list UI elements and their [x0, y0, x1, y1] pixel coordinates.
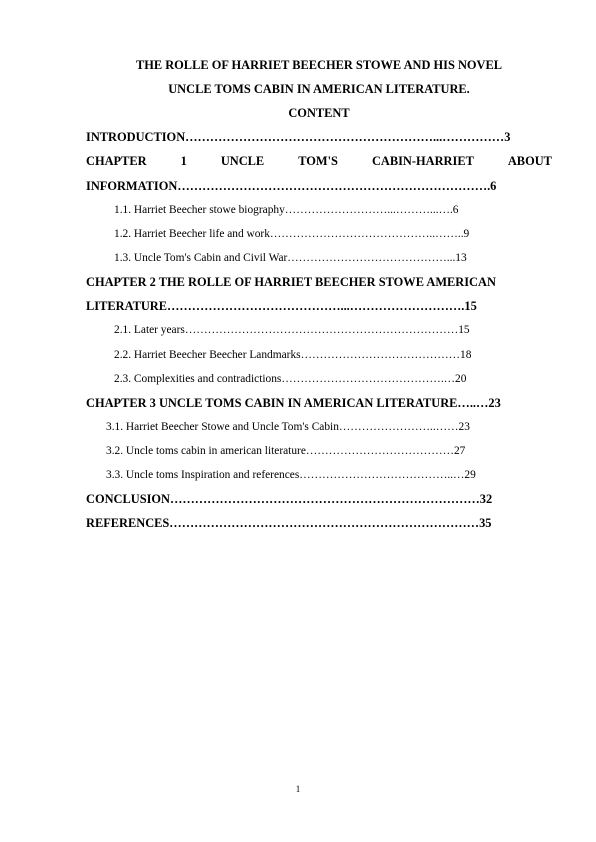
chapter-1-word: 1	[180, 154, 187, 168]
toc-entry-section-1-3[interactable]: 1.3. Uncle Tom's Cabin and Civil War……………………………………...13	[114, 252, 467, 264]
toc-entry-section-3-2[interactable]: 3.2. Uncle toms cabin in american literature…………………………………27	[106, 445, 466, 457]
toc-entry-section-3-3[interactable]: 3.3. Uncle toms Inspiration and references…………………………………..…29	[106, 469, 476, 481]
content-heading: CONTENT	[288, 106, 350, 120]
toc-entry-section-1-1[interactable]: 1.1. Harriet Beecher stowe biography………………………...………...….6	[114, 204, 459, 216]
toc-entry-references[interactable]: REFERENCES…………………………………………………………………35	[86, 516, 492, 530]
chapter-1-word: TOM'S	[298, 154, 338, 168]
toc-entry-chapter-2-continued[interactable]: LITERATURE……………………………………...……………………….15	[86, 299, 477, 313]
toc-entry-section-2-1[interactable]: 2.1. Later years………………………………………………………………15	[114, 324, 470, 336]
chapter-1-word: UNCLE	[220, 154, 265, 168]
toc-entry-section-3-1[interactable]: 3.1. Harriet Beecher Stowe and Uncle Tom's Cabin……………………..……23	[106, 421, 470, 433]
toc-entry-section-2-3[interactable]: 2.3. Complexities and contradictions…………………………………….…20	[114, 373, 467, 385]
document-title-line-1: THE ROLLE OF HARRIET BEECHER STOWE AND HIS NOVEL	[135, 58, 503, 72]
page-number: 1	[295, 784, 301, 794]
toc-entry-chapter-2[interactable]: CHAPTER 2 THE ROLLE OF HARRIET BEECHER STOWE AMERICAN	[86, 275, 496, 289]
toc-entry-chapter-1[interactable]	[86, 154, 552, 168]
chapter-1-word: ABOUT	[507, 154, 552, 168]
toc-entry-chapter-3[interactable]: CHAPTER 3 UNCLE TOMS CABIN IN AMERICAN LITERATURE…..…23	[86, 396, 501, 410]
toc-entry-conclusion[interactable]: CONCLUSION…………………………………………………………………32	[86, 492, 493, 506]
toc-entry-chapter-1-continued[interactable]: INFORMATION………………………………………………………………….6	[86, 179, 497, 193]
toc-entry-section-2-2[interactable]: 2.2. Harriet Beecher Beecher Landmarks……………………………………18	[114, 349, 472, 361]
document-title-line-2: UNCLE TOMS CABIN IN AMERICAN LITERATURE.	[168, 82, 470, 96]
toc-entry-section-1-2[interactable]: 1.2. Harriet Beecher life and work……………………………………..……..9	[114, 228, 470, 240]
toc-entry-introduction[interactable]: INTRODUCTION……………………………………………………...……………3	[86, 130, 511, 144]
chapter-1-word: CHAPTER	[86, 154, 147, 168]
chapter-1-word: CABIN-HARRIET	[371, 154, 474, 168]
